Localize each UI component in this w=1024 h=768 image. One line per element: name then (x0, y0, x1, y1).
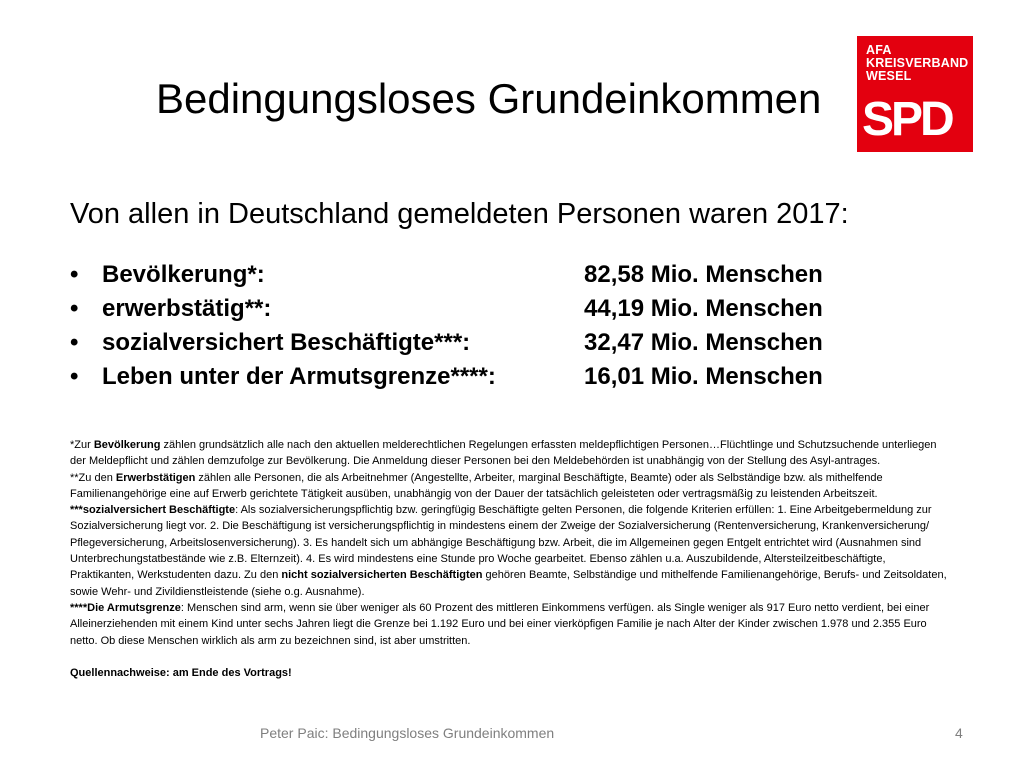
slide-subtitle: Von allen in Deutschland gemeldeten Personen waren 2017: (70, 198, 849, 230)
logo-line-wesel: WESEL (866, 69, 912, 83)
slide-title: Bedingungsloses Grundeinkommen (156, 75, 822, 122)
stat-value: 44,19 Mio. Menschen (584, 295, 823, 322)
sources-text: Quellennachweise: am Ende des Vortrags! (70, 666, 292, 679)
note-text: : Menschen sind arm, wenn sie über weniger als 60 Prozent des mittleren Einkommens verfügen. als Single weniger als 917 Euro netto verdient, bei einer Alleinerziehenden mit einem Kind unter sechs Jahren liegt die Grenze bei 1.192 Euro und bei einer vierköpfigen Familie je nach Alter der Kinder zwischen 1.978 und 2.355 Euro netto. Ob diese Menschen wirklich als arm zu bezeichnen sind, ist aber umstritten. (70, 601, 930, 647)
note-text: zählen grundsätzlich alle nach den aktuellen melderechtlichen Regelungen erfassten meldepflichtigen Personen…Flüchtlinge und Schutzsuchende unterliegen der Meldepflicht und zählen demzufolge zur Bevölkerung. Die Anmeldung dieser Personen bei den Meldebehörden ist unabhängig von der Stellung des Asyl-antrages. (70, 439, 937, 468)
note-bold: ****Die Armutsgrenze (70, 601, 181, 614)
slide-footer: Peter Paic: Bedingungsloses Grundeinkommen (260, 725, 555, 741)
logo-spd: SPD (862, 93, 952, 146)
note-bold: Erwerbstätigen (115, 471, 196, 484)
spacer (70, 649, 950, 665)
stat-label: Bevölkerung*: (102, 261, 265, 288)
stat-label: Leben unter der Armutsgrenze****: (102, 363, 496, 390)
note-text: **Zu den (70, 471, 116, 484)
footnotes (70, 437, 950, 681)
note-bold: Bevölkerung (93, 439, 161, 451)
note-text: gehören Beamte, Selbständige und mithelfende Familienangehörige, Berufs- und Zeitsoldaten, sowie Wehr- und Zivildienstleistende (siehe o.g. Ausnahme). (70, 569, 947, 598)
note-text: : Als sozialversicherungspflichtig bzw. geringfügig Beschäftigte gelten Personen, die folgende Kriterien erfüllen: 1. Eine Arbeitgebermeldung zur Sozialversicherung liegt vor. 2. Die Beschäftigung ist versicherungspflichtig in mindestens einem der Zweige der Sozialversicherung (Rentenversicherung, Krankenversicherung/ Pflegeversicherung, Arbeitslosenversicherung). 3. Es handelt sich um abhängige Beschäftigung bzw. Arbeit, die im Allgemeinen gegen Entgelt entrichtet wird (Ausnahmen sind Unterbrechungstatbestände wie z.B. Elternzeit). 4. Es wird mindestens eine Stunde pro Woche gearbeitet. Ebenso zählen u.a. Auszubildende, Altersteilzeitbeschäftigte, Praktikanten, Werkstudenten dazu. Zu den (70, 504, 932, 582)
page-number: 4 (955, 725, 963, 741)
footnote-bevoelkerung (70, 437, 950, 470)
stat-label: sozialversichert Beschäftigte***: (102, 329, 471, 356)
logo-line-afa: AFA (866, 43, 892, 57)
stat-value: 32,47 Mio. Menschen (584, 329, 823, 356)
note-text: zählen alle Personen, die als Arbeitnehmer (Angestellte, Arbeiter, marginal Beschäftigte, Beamte) oder als Selbständige bzw. als mithelfende Familienangehörige eine auf Erwerb gerichtete Tätigkeit ausüben, unabhängig von der Dauer der tatsächlich geleisteten oder vertragsmäßig zu leistenden Arbeitszeit. (70, 471, 883, 500)
stat-row-sozialversichert (70, 326, 890, 360)
bullet-icon: • (70, 261, 79, 288)
spd-logo (857, 36, 973, 152)
bullet-icon: • (70, 295, 79, 322)
footnote-erwerbstaetige (70, 470, 950, 503)
stats-list (70, 258, 890, 394)
stat-label: erwerbstätig**: (102, 295, 272, 322)
stat-value: 82,58 Mio. Menschen (584, 261, 823, 288)
bullet-icon: • (70, 363, 79, 390)
note-bold: nicht sozialversicherten Beschäftigten (281, 569, 483, 582)
logo-line-kreisverband: KREISVERBAND (866, 56, 969, 70)
note-bold: ***sozialversichert Beschäftigte (70, 504, 236, 517)
sources-note (70, 665, 950, 681)
stat-row-erwerbstaetig (70, 292, 890, 326)
footnote-armutsgrenze (70, 600, 950, 649)
stat-value: 16,01 Mio. Menschen (584, 363, 823, 390)
footnote-sozialversichert (70, 502, 950, 600)
bullet-icon: • (70, 329, 79, 356)
note-text: *Zur (70, 439, 94, 451)
stat-row-bevoelkerung (70, 258, 890, 292)
stat-row-armutsgrenze (70, 360, 890, 394)
